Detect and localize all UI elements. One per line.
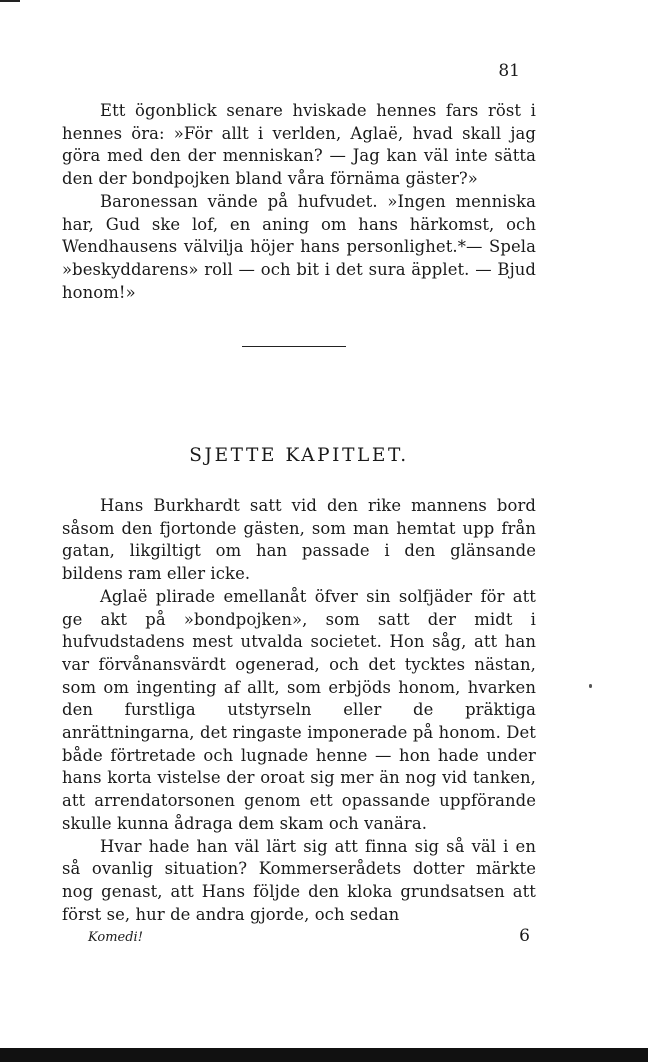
- page-number: 81: [498, 61, 520, 81]
- ink-speck: [589, 684, 592, 688]
- paragraph: Aglaë plirade emellanåt öfver sin solfjäder för att ge akt på »bondpojken», som satt der midt i hufvudstadens mest utvalda societet. Hon såg, att han var förvånansvärdt ogenerad, och det tycktes nästan, som om ingenting af allt, som erbjöds honom, hvarken den furstliga utstyrseln eller de präktiga anrättningarna, det ringaste imponerade på honom. Det både förtretade och lugnade henne — hon hade under hans korta vistelse der oroat sig mer än nog vid tanken, att arrendatorsonen genom ett opassande uppförande skulle kunna ådraga dem skam och vanära.: [62, 586, 536, 833]
- scan-bottom-edge: [0, 1048, 648, 1062]
- paragraph: Ett ögonblick senare hviskade hennes fars röst i hennes öra: »För allt i verlden, Aglaë, hvad skall jag göra med den der menniskan? — Jag kan väl inte sätta den der bondpojken bland våra förnäma gäster?»: [62, 101, 536, 189]
- paragraph: Baronessan vände på hufvudet. »Ingen menniska har, Gud ske lof, en aning om hans härkomst, och Wendhausens välvilja höjer hans personlighet.*— Spela »beskyddarens» roll — och bit i det sura äpplet. — Bjud honom!»: [62, 191, 536, 302]
- footer-signature: Komedi!: [88, 930, 143, 945]
- paragraph: Hvar hade han väl lärt sig att finna sig så väl i en så ovanlig situation? Kommerserådets dotter märkte nog genast, att Hans följde den kloka grundsatsen att först se, hur de andra gjorde, och sedan: [62, 836, 536, 924]
- footer-sheet-number: 6: [519, 926, 530, 946]
- text-block-chapter: [62, 495, 536, 926]
- chapter-title: SJETTE KAPITLET.: [189, 445, 409, 466]
- scan-edge-mark: [0, 0, 20, 2]
- paragraph: Hans Burkhardt satt vid den rike mannens bord såsom den fjortonde gästen, som man hemtat upp från gatan, likgiltigt om han passade i den glänsande bildens ram eller icke.: [62, 496, 536, 584]
- section-divider: [242, 346, 346, 347]
- text-block-before-chapter: [62, 100, 536, 304]
